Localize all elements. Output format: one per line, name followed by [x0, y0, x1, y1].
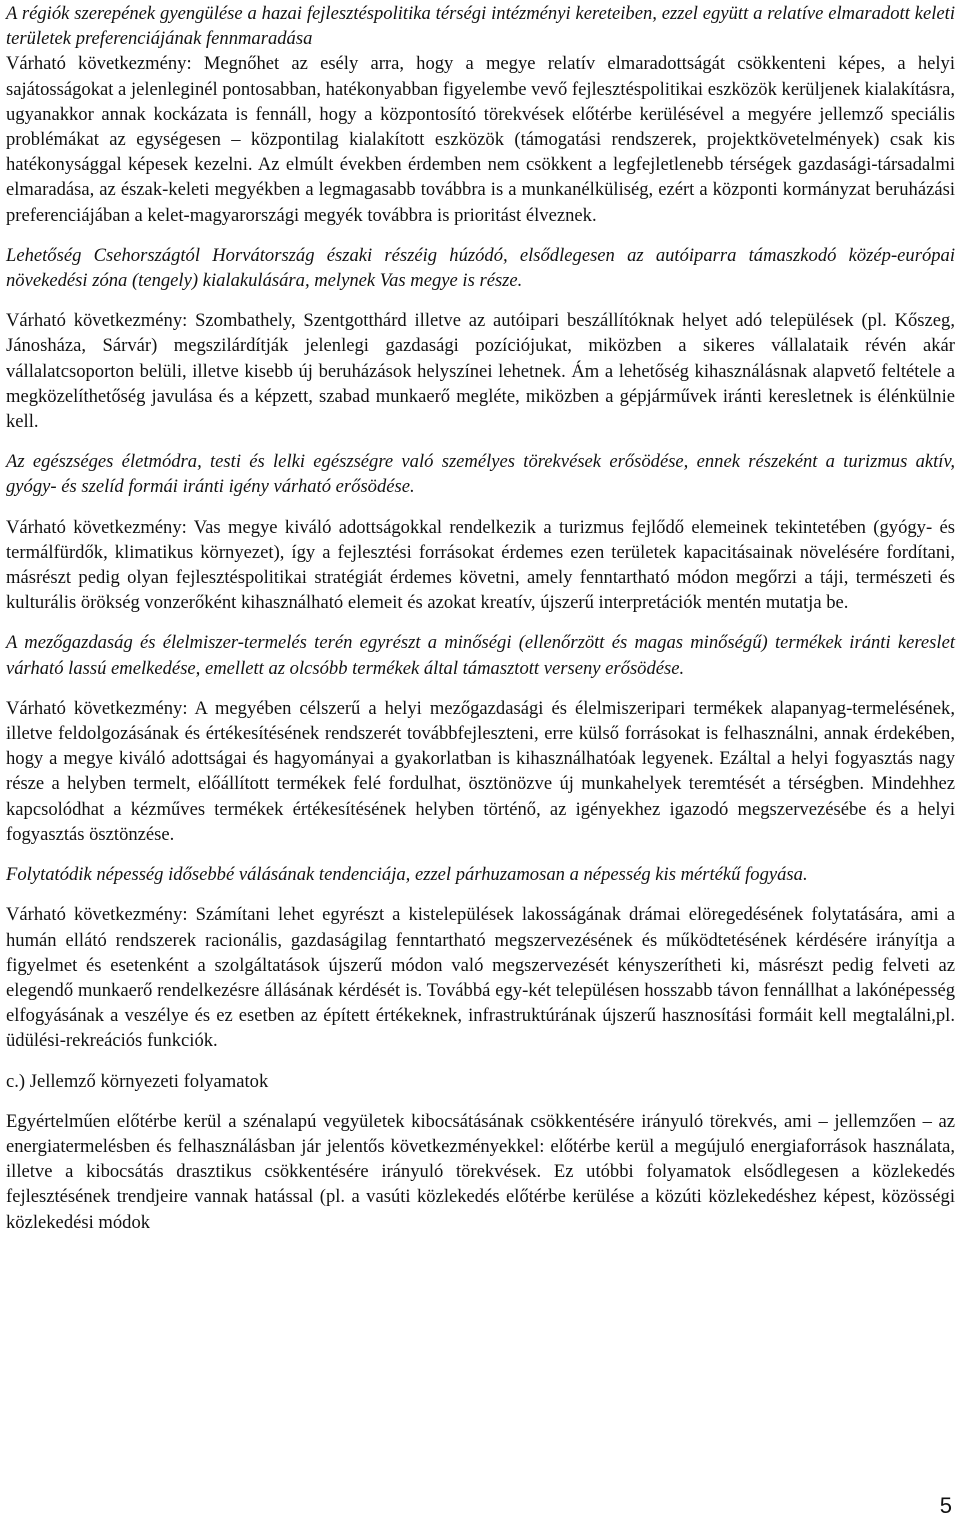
paragraph-trend-regions: A régiók szerepének gyengülése a hazai fejlesztéspolitika térségi intézményi kereteiben, ezzel együtt a relatíve elmaradott keleti területek preferenciájának fennmaradása: [6, 3, 955, 50]
paragraph-trend-health: Az egészséges életmódra, testi és lelki egészségre való személyes törekvések erősödése, ennek részeként a turizmus aktív, gyógy- és szelíd formái iránti igény várható erősödése.: [6, 451, 955, 498]
paragraph-environment: Egyértelműen előtérbe kerül a szénalapú vegyületek kibocsátásának csökkentésére irányuló törekvés, ami – jellemzően – az energiatermelésben és felhasználásban jár jelentős következményekkel: előtérbe kerül a megújuló energiaforrások használata, illetve a kibocsátás drasztikus csökkentésére irányuló törekvések. Ez utóbbi folyamatok elsődlegesen a közlekedés fejlesztésének trendjeire vannak hatással (pl. a vasúti közlekedés előtérbe kerülése a közúti közlekedéshez képest, közösségi közlekedési módok: [6, 1110, 955, 1233]
paragraph-trend-population: Folytatódik népesség idősebbé válásának tendenciája, ezzel párhuzamosan a népesség kis mértékű fogyása.: [6, 864, 808, 886]
section-heading-environment: c.) Jellemző környezeti folyamatok: [6, 1070, 269, 1092]
paragraph-consequence-tourism: Várható következmény: Vas megye kiváló adottságokkal rendelkezik a turizmus fejlődő elemeinek tekintetében (gyógy- és termálfürdők, klimatikus környezet), így a fejlesztési forrásokat érdemes ezen területek kapacitásainak növelésére fordítani, másrészt pedig olyan fejlesztéspolitikai stratégiát érdemes követni, amely fenntartható módon megőrzi a táji, természeti és kulturális örökség vonzerőként kihasználható elemeit és azokat kreatív, újszerű interpretációk mentén mutatja be.: [6, 516, 955, 614]
page-number: 5: [939, 1493, 952, 1518]
paragraph-consequence-regions: Várható következmény: Megnőhet az esély arra, hogy a megye relatív elmaradottságát csökkenteni képes, a helyi sajátosságokat a jelenleginél pontosabban, hatékonyabban figyelembe vevő fejlesztéspolitikai eszközök kerüljenek kialakításra, ugyanakkor annak kockázata is fennáll, hogy a központosító törekvések előtérbe kerülésével a megyére jellemző speciális problémákat az egységesen – központilag kialakított eszközök (támogatási rendszerek, projektkövetelmények) csak kis hatékonysággal képesek kezelni. Az elmúlt években érdemben nem csökkent a legfejletlenebb térségek gazdasági-társadalmi elmaradása, az észak-keleti megyékben a legmagasabb továbbra is a munkanélküliség, ezért a központi kormányzat beruházási preferenciájában a kelet-magyarországi megyék továbbra is prioritást élveznek.: [6, 53, 955, 226]
paragraph-consequence-agriculture: Várható következmény: A megyében célszerű a helyi mezőgazdasági és élelmiszeripari termékek alapanyag-termelésének, illetve feldolgozásának és értékesítésének rendszerét továbbfejleszteni, erre külső forrásokat is felhasználni, annak érdekében, hogy a megye kiváló adottságai és hagyományai a gyakorlatban is kihasználhatóak legyenek. Ezáltal a helyi fogyasztás nagy része a helyben termelt, előállított termékek felé fordulhat, ösztönözve új munkahelyek teremtését a térségben. Mindehhez kapcsolódhat a kézműves termékek értékesítésének helyben történő, az igényekhez igazodó megszervezésébe és a helyi fogyasztás ösztönzése.: [6, 697, 955, 845]
paragraph-consequence-growth-zone: Várható következmény: Szombathely, Szentgotthárd illetve az autóipari beszállítóknak helyet adó települések (pl. Kőszeg, Jánosháza, Sárvár) megszilárdítják jelenlegi gazdasági pozíciójukat, miközben a sikeres vállalataik révén akár vállalatcsoporton belüli, illetve kisebb új beruházások helyszínei lehetnek. Ám a lehetőség kihasználásnak alapvető feltétele a megközelíthetőség javulása és a képzett, szabad munkaerő megléte, miközben a gépjárművek iránti keresletnek is élénkülnie kell.: [6, 310, 955, 433]
paragraph-consequence-population: Várható következmény: Számítani lehet egyrészt a kistelepülések lakosságának drámai elöregedésének folytatására, ami a humán ellátó rendszerek racionális, gazdaságilag fenntartható megszervezésének és működtetésének kérdésére irányítja a figyelmet és esetenként a szolgáltatások újszerű módon való megszervezését kényszerítheti ki, másrészt pedig felveti az elegendő munkaerő rendelkezésre állásának kérdését is. Továbbá egy-két településen hosszabb távon fennállhat a lakónépesség elfogyásának a veszélye és ez esetben az épített értékeknek, infrastruktúrának újszerű hasznosítási formáit kell megtalálni,pl. üdülési-rekreációs funkciók.: [6, 904, 955, 1052]
paragraph-trend-agriculture: A mezőgazdaság és élelmiszer-termelés terén egyrészt a minőségi (ellenőrzött és magas minőségű) termékek iránti kereslet várható lassú emelkedése, emellett az olcsóbb termékek által támasztott verseny erősödése.: [6, 632, 955, 679]
document-page: [6, 0, 955, 1235]
paragraph-trend-growth-zone: Lehetőség Csehországtól Horvátország északi részéig húzódó, elsődlegesen az autóiparra támaszkodó közép-európai növekedési zóna (tengely) kialakulására, melynek Vas megye is része.: [6, 244, 955, 292]
